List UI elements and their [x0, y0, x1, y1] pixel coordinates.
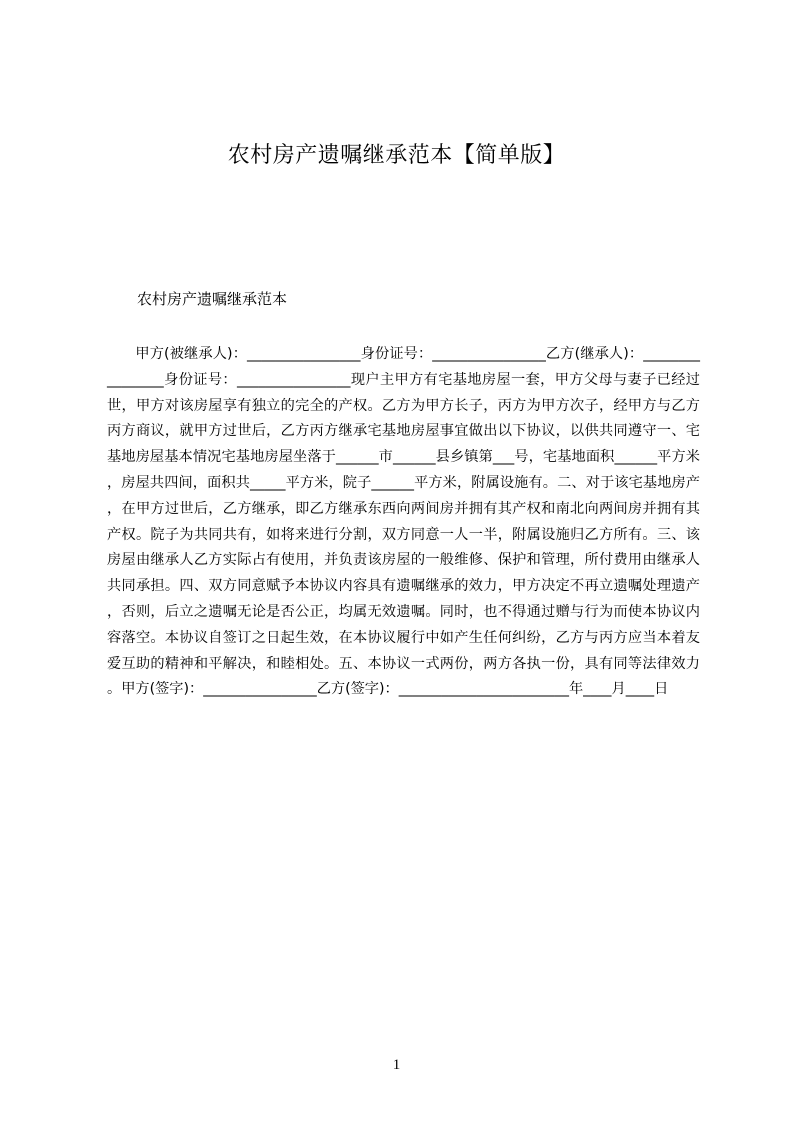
document-title: 农村房产遗嘱继承范本【简单版】	[227, 143, 566, 168]
document-subheading: 农村房产遗嘱继承范本	[137, 290, 288, 308]
page-number: 1	[392, 1057, 401, 1073]
document-body-paragraph: 甲方(被继承人)：________________身份证号：________________乙方(继承人)：________________身份证号：________________现户主甲方有宅基地房屋一套，甲方父母与妻子已经过世，甲方对该房屋享有独立的完全的产权。乙方为甲方长子，丙方为甲方次子，经甲方与乙方丙方商议，就甲方过世后，乙方丙方继承宅基地房屋事宜做出以下协议，以供共同遵守一、宅基地房屋基本情况宅基地房屋坐落于______市______县乡镇第___号，宅基地面积______平方米，房屋共四间，面积共_____平方米，院子______平方米，附属设施有。二、对于该宅基地房产，在甲方过世后，乙方继承，即乙方继承东西向两间房并拥有其产权和南北向两间房并拥有其产权。院子为共同共有，如将来进行分割，双方同意一人一半，附属设施归乙方所有。三、该房屋由继承人乙方实际占有使用，并负责该房屋的一般维修、保护和管理，所付费用由继承人共同承担。四、双方同意赋予本协议内容具有遗嘱继承的效力，甲方决定不再立遗嘱处理遗产，否则，后立之遗嘱无论是否公正，均属无效遗嘱。同时，也不得通过赠与行为而使本协议内容落空。本协议自签订之日起生效，在本协议履行中如产生任何纠纷，乙方与丙方应当本着友爱互助的精神和平解决，和睦相处。五、本协议一式两份，两方各执一份，具有同等法律效力。甲方(签字)：________________乙方(签字)：________________________年____月____日	[107, 346, 700, 698]
